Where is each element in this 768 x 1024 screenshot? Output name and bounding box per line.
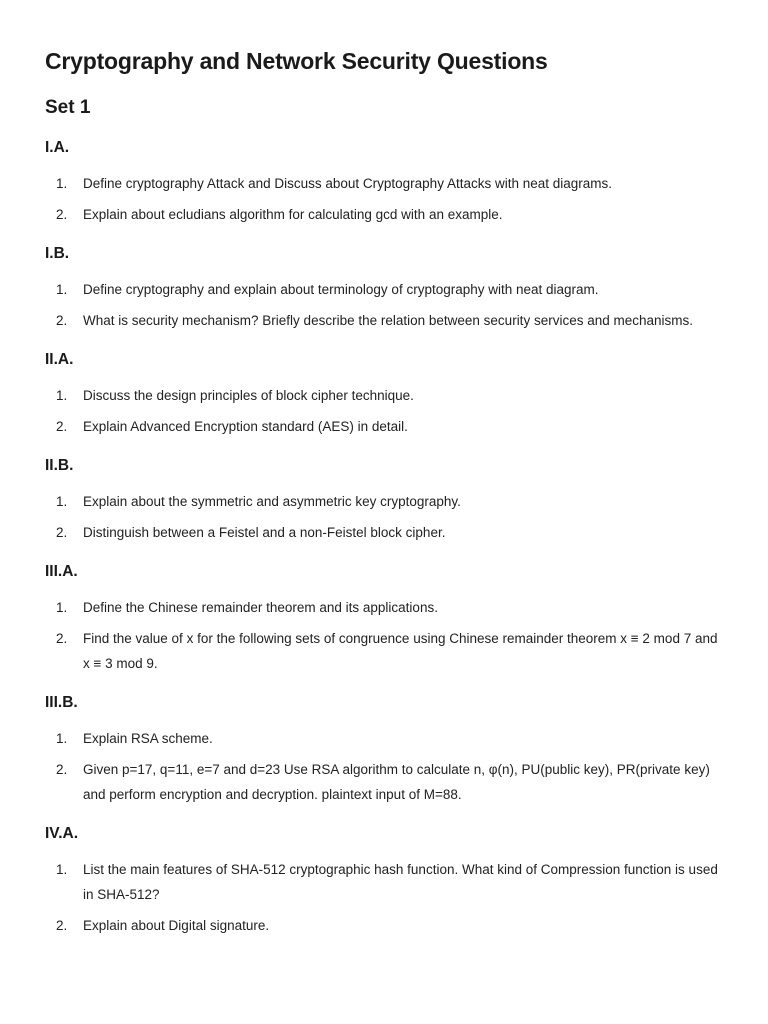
question-item bbox=[45, 277, 728, 302]
question-list bbox=[45, 726, 728, 807]
question-text: Explain RSA scheme. bbox=[83, 731, 213, 746]
section-2-a bbox=[45, 351, 728, 439]
question-text: What is security mechanism? Briefly describe the relation between security services and mechanisms. bbox=[83, 313, 693, 328]
question-number: 2. bbox=[56, 918, 68, 933]
question-number: 2. bbox=[56, 207, 68, 222]
section-1-a bbox=[45, 139, 728, 227]
question-number: 1. bbox=[56, 494, 68, 509]
question-item bbox=[45, 726, 728, 751]
question-text: List the main features of SHA-512 cryptographic hash function. What kind of Compression function is used in SHA-512? bbox=[83, 862, 718, 902]
question-text: Define cryptography Attack and Discuss about Cryptography Attacks with neat diagrams. bbox=[83, 176, 613, 191]
question-text: Define cryptography and explain about terminology of cryptography with neat diagram. bbox=[83, 282, 599, 297]
section-3-a bbox=[45, 563, 728, 676]
question-text: Find the value of x for the following sets of congruence using Chinese remainder theorem x ≡ 2 mod 7 and x ≡ 3 mod 9. bbox=[83, 631, 718, 671]
question-item bbox=[45, 913, 728, 938]
question-item bbox=[45, 171, 728, 196]
question-list bbox=[45, 489, 728, 545]
question-number: 1. bbox=[56, 600, 68, 615]
section-heading: III.B. bbox=[45, 694, 78, 711]
set-title: Set 1 bbox=[45, 97, 91, 118]
section-heading: IV.A. bbox=[45, 825, 79, 842]
question-list bbox=[45, 595, 728, 676]
section-heading: I.B. bbox=[45, 245, 70, 262]
section-3-b bbox=[45, 694, 728, 807]
document-title: Cryptography and Network Security Questions bbox=[45, 48, 548, 74]
question-item bbox=[45, 202, 728, 227]
question-text: Explain Advanced Encryption standard (AES) in detail. bbox=[83, 419, 408, 434]
question-text: Define the Chinese remainder theorem and its applications. bbox=[83, 600, 438, 615]
section-heading: III.A. bbox=[45, 563, 78, 580]
question-text: Discuss the design principles of block cipher technique. bbox=[83, 388, 414, 403]
question-text: Explain about Digital signature. bbox=[83, 918, 270, 933]
question-list bbox=[45, 857, 728, 938]
section-4-a bbox=[45, 825, 728, 938]
section-heading: I.A. bbox=[45, 139, 70, 156]
section-heading: II.A. bbox=[45, 351, 74, 368]
question-number: 2. bbox=[56, 631, 68, 646]
question-number: 2. bbox=[56, 313, 68, 328]
section-2-b bbox=[45, 457, 728, 545]
question-list bbox=[45, 171, 728, 227]
question-list bbox=[45, 277, 728, 333]
question-number: 2. bbox=[56, 525, 68, 540]
question-number: 2. bbox=[56, 762, 68, 777]
question-text: Explain about the symmetric and asymmetric key cryptography. bbox=[83, 494, 461, 509]
question-item bbox=[45, 308, 728, 333]
question-text: Distinguish between a Feistel and a non-Feistel block cipher. bbox=[83, 525, 446, 540]
question-item bbox=[45, 489, 728, 514]
question-item bbox=[45, 595, 728, 620]
question-number: 2. bbox=[56, 419, 68, 434]
question-item bbox=[45, 857, 728, 907]
question-list bbox=[45, 383, 728, 439]
section-heading: II.B. bbox=[45, 457, 74, 474]
question-item bbox=[45, 757, 728, 807]
question-item bbox=[45, 383, 728, 408]
question-number: 1. bbox=[56, 282, 68, 297]
question-number: 1. bbox=[56, 388, 68, 403]
question-item bbox=[45, 414, 728, 439]
question-item bbox=[45, 626, 728, 676]
question-number: 1. bbox=[56, 731, 68, 746]
question-text: Explain about ecludians algorithm for calculating gcd with an example. bbox=[83, 207, 503, 222]
section-1-b bbox=[45, 245, 728, 333]
question-text: Given p=17, q=11, e=7 and d=23 Use RSA algorithm to calculate n, φ(n), PU(public key), PR(private key) and perform encryption and decryption. plaintext input of M=88. bbox=[83, 762, 710, 802]
question-number: 1. bbox=[56, 862, 68, 877]
question-number: 1. bbox=[56, 176, 68, 191]
question-item bbox=[45, 520, 728, 545]
